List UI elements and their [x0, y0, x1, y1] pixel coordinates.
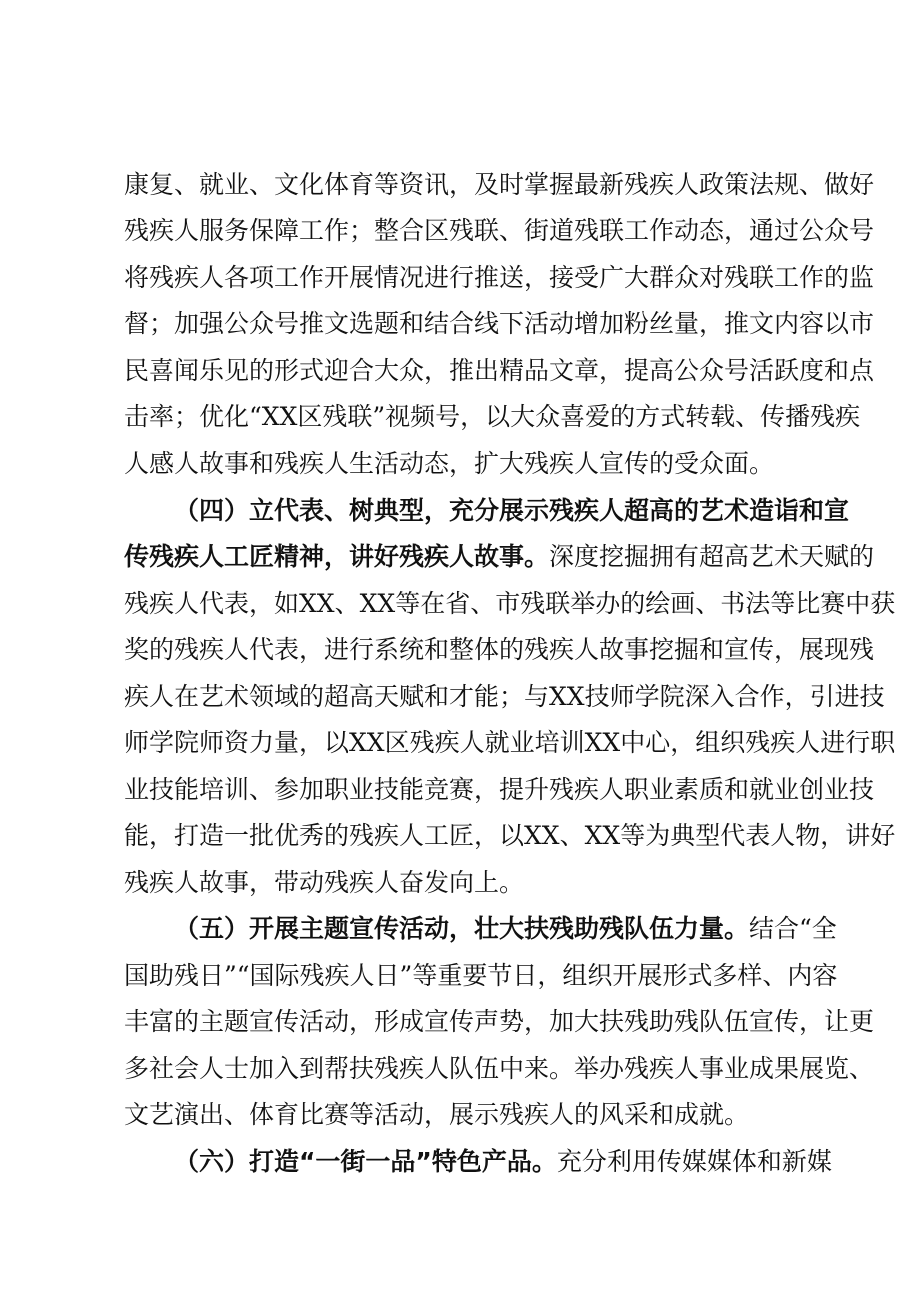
section-6-body: 充分利用传媒媒体和新媒 — [556, 1147, 832, 1176]
section-6-line — [174, 1140, 832, 1184]
body-line: 击率；优化“XX区残联”视频号，以大众喜爱的方式转载、传播残疾 — [124, 402, 861, 431]
body-line: 师学院师资力量，以XX区残疾人就业培训XX中心，组织残疾人进行职 — [124, 728, 896, 757]
section-4-heading-cont: 传残疾人工匠精神，讲好残疾人故事。 — [124, 542, 550, 571]
section-5-line — [174, 907, 837, 951]
section-4-line — [124, 535, 875, 579]
body-line: 丰富的主题宣传活动，形成宣传声势，加大扶残助残队伍宣传，让更 — [124, 1007, 875, 1036]
body-line: 疾人在艺术领域的超高天赋和才能；与XX技师学院深入合作，引进技 — [124, 682, 885, 711]
body-line: 文艺演出、体育比赛等活动，展示残疾人的风采和成就。 — [124, 1100, 750, 1129]
section-4-heading: （四）立代表、树典型，充分展示残疾人超高的艺术造诣和宣 — [174, 496, 850, 525]
body-line: 残疾人代表，如XX、XX等在省、市残联举办的绘画、书法等比赛中获 — [124, 589, 896, 618]
body-line: 能，打造一批优秀的残疾人工匠，以XX、XX等为典型代表人物，讲好 — [124, 821, 896, 850]
section-5-body: 结合“全 — [749, 914, 837, 943]
section-5-heading: （五）开展主题宣传活动，壮大扶残助残队伍力量。 — [174, 914, 750, 943]
body-line: 残疾人故事，带动残疾人奋发向上。 — [124, 868, 525, 897]
section-4-body: 深度挖掘拥有超高艺术天赋的 — [549, 542, 875, 571]
body-line: 业技能培训、参加职业技能竞赛，提升残疾人职业素质和就业创业技 — [124, 775, 875, 804]
body-line: 将残疾人各项工作开展情况进行推送，接受广大群众对残联工作的监 — [124, 263, 875, 292]
body-line: 康复、就业、文化体育等资讯，及时掌握最新残疾人政策法规、做好 — [124, 170, 875, 199]
body-line: 残疾人服务保障工作；整合区残联、街道残联工作动态，通过公众号 — [124, 216, 875, 245]
body-line: 奖的残疾人代表，进行系统和整体的残疾人故事挖掘和宣传，展现残 — [124, 635, 875, 664]
body-line: 督；加强公众号推文选题和结合线下活动增加粉丝量，推文内容以市 — [124, 309, 875, 338]
section-6-heading: （六）打造“一街一品”特色产品。 — [174, 1147, 557, 1176]
body-line: 多社会人士加入到帮扶残疾人队伍中来。举办残疾人事业成果展览、 — [124, 1054, 875, 1083]
body-line: 人感人故事和残疾人生活动态，扩大残疾人宣传的受众面。 — [124, 449, 775, 478]
body-line: 国助残日”“国际残疾人日”等重要节日，组织开展形式多样、内容 — [124, 961, 838, 990]
body-line: 民喜闻乐见的形式迎合大众，推出精品文章，提高公众号活跃度和点 — [124, 356, 875, 385]
